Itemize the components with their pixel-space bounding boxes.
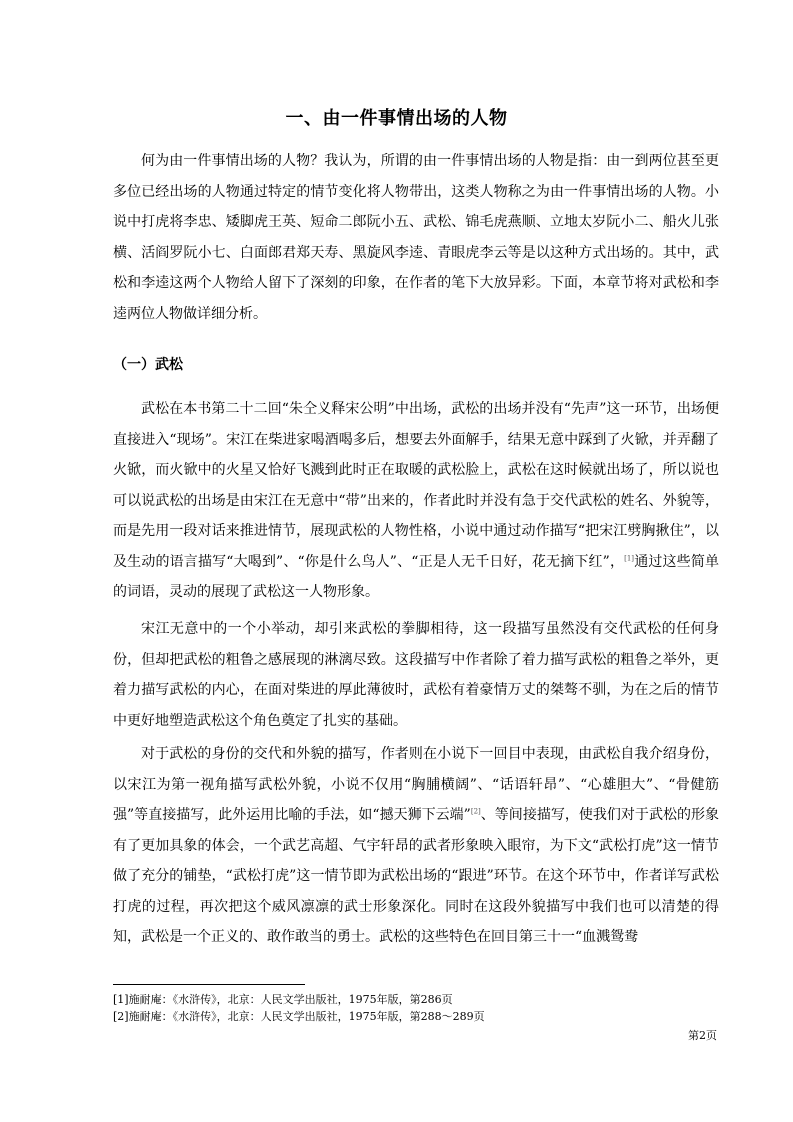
paragraph-1-text-a: 武松在本书第二十二回“朱仝义释宋公明”中出场，武松的出场并没有“先声”这一环节，出场便直接进入“现场”。宋江在柴进家喝酒喝多后，想要去外面解手，结果无意中踩到了火锨，并弄翻了火锨，而火锨中的火星又恰好飞溅到此时正在取暖的武松脸上，武松在这时候就出场了，所以说也可以说武松的出场是由宋江在无意中“带”出来的，作者此时并没有急于交代武松的姓名、外貌等，而是先用一段对话来推进情节，展现武松的人物性格，小说中通过动作描写“把宋江劈胸揪住”，以及生动的语言描写“大喝到”、“你是什么鸟人”、“正是人无千日好，花无摘下红”， [113,401,719,570]
body-paragraph-1 [113,394,719,608]
paragraph-1-text-b: 通过这些简单的词语，灵动的展现了武松这一人物形象。 [113,553,719,600]
footnote-ref-1[interactable]: [1] [624,553,635,562]
page-number: 第2页 [688,1029,717,1042]
paragraph-3-text-b: 、等间接描写，使我们对于武松的形象有了更加具象的体会，一个武艺高超、气宇轩昂的武者形象映入眼帘，为下文“武松打虎”这一情节做了充分的铺垫，“武松打虎”这一情节即为武松出场的“跟进”环节。在这个环节中，作者详写武松打虎的过程，再次把这个威风凛凛的武士形象深化。同时在这段外貌描写中我们也可以清楚的得知，武松是一个正义的、敢作敢当的勇士。武松的这些特色在回目第三十一“血溅鸳鸯 [113,807,719,945]
intro-paragraph: 何为由一件事情出场的人物？我认为，所谓的由一件事情出场的人物是指：由一到两位甚至更多位已经出场的人物通过特定的情节变化将人物带出，这类人物称之为由一件事情出场的人物。小说中打虎将李忠、矮脚虎王英、短命二郎阮小五、武松、锦毛虎燕顺、立地太岁阮小二、船火儿张横、活阎罗阮小七、白面郎君郑天寿、黑旋风李逵、青眼虎李云等是以这种方式出场的。其中，武松和李逵这两个人物给人留下了深刻的印象，在作者的笔下大放异彩。下面，本章节将对武松和李逵两位人物做详细分析。 [113,153,719,322]
section-heading: （一）武松 [113,357,183,373]
paragraph-3-text-a: 对于武松的身份的交代和外貌的描写，作者则在小说下一回目中表现，由武松自我介绍身份，以宋江为第一视角描写武松外貌，小说不仅用“胸脯横阔”、“话语轩昂”、“心雄胆大”、“骨健筋强”等直接描写，此外运用比喻的手法，如“撼天狮下云端” [113,746,719,823]
body-paragraph-2: 宋江无意中的一个小举动，却引来武松的拳脚相待，这一段描写虽然没有交代武松的任何身份，但却把武松的粗鲁之感展现的淋漓尽致。这段描写中作者除了着力描写武松的粗鲁之举外，更着力描写武松的内心，在面对柴进的厚此薄彼时，武松有着豪情万丈的桀骜不驯，为在之后的情节中更好地塑造武松这个角色奠定了扎实的基础。 [113,621,719,729]
footnote-ref-2[interactable]: [2] [470,807,481,816]
body-paragraph-3 [113,739,719,953]
footnote-1: [1]施耐庵：《水浒传》，北京：人民文学出版社，1975年版，第286页 [113,993,453,1006]
chapter-title: 一、由一件事情出场的人物 [285,108,508,129]
footnote-2: [2]施耐庵：《水浒传》，北京：人民文学出版社，1975年版，第288～289页 [113,1010,485,1023]
footnote-divider [113,984,305,985]
